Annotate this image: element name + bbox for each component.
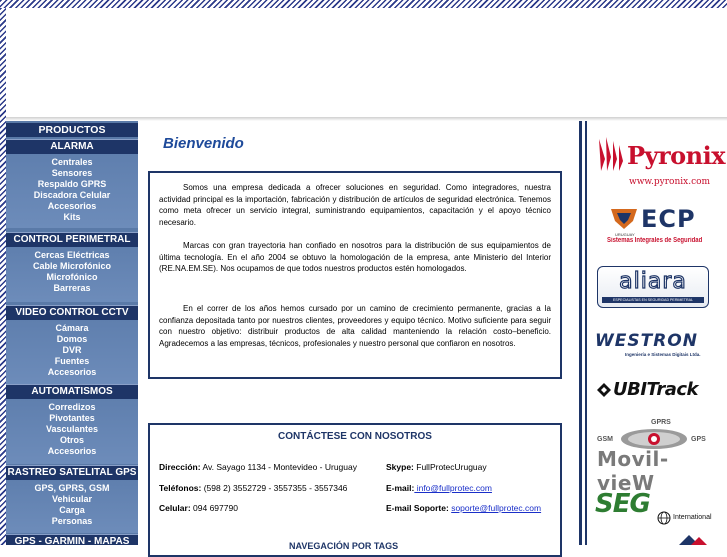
ubitrack-diamond-icon [597,383,611,397]
contact-phones [159,483,347,493]
sidebar-item-corredizos[interactable]: Corredizos [48,402,96,412]
about-paragraph-3: En el correr de los años hemos cursado por un camino de crecimiento permanente, gracias a la confianza depositada tanto por nuestros clientes, proveedores y equipo técnico. Motivo suficiente para seguir con nuestro objetivo: distribuir productos de alta calidad manteniendo la relación costo–beneficio. Agradecemos a las empresas, técnicos, profesionales y nuestro personal que confiaron en nosotros. [159,304,551,348]
section-heading-rastreo-gps[interactable]: RASTREO SATELITAL GPS [7,467,137,478]
brands-column [587,121,727,545]
movilview-gps: GPS [691,436,706,443]
ecp-name: ECP [641,205,696,233]
movilview-gprs: GPRS [651,419,671,426]
section-heading-video-cctv[interactable]: VIDEO CONTROL CCTV [6,305,138,320]
section-items-automatismos [6,399,138,464]
page-title: Bienvenido [163,135,244,152]
main-content [139,121,579,551]
sidebar-item-accesorios-cctv[interactable]: Accesorios [47,367,97,377]
sidebar-item-camara[interactable]: Cámara [55,323,89,333]
sidebar-item-carga[interactable]: Carga [59,505,85,515]
email-label: E-mail: [386,483,415,493]
ecp-country: URUGUAY [615,232,635,237]
ubitrack-name: UBITrack [613,379,698,400]
westron-name: WESTRON [595,331,698,351]
westron-logo[interactable] [595,333,719,363]
section-video-cctv [6,305,138,385]
about-box [148,171,562,379]
sidebar-item-pivotantes[interactable]: Pivotantes [49,413,95,423]
about-paragraph-2: Marcas con gran trayectoria han confiado en nosotros para la distribución de sus equipamientos de última tecnología. En el año 2004 se obtuvo la homologación de la empresa, ante Ministerio del Interior (RE.NA.EM.SE). Nos ocupamos de que todos nuestros productos estén homologados. [159,241,551,274]
contact-title: CONTÁCTESE CON NOSOTROS [278,431,432,442]
contact-support-email [386,503,541,513]
ecp-shield-icon [611,207,637,231]
address-value: Av. Sayago 1134 - Montevideo - Uruguay [202,462,357,472]
sidebar-item-personas[interactable]: Personas [51,516,93,526]
globe-icon [657,511,671,525]
section-heading-alarma[interactable]: ALARMA [6,139,138,154]
email-link[interactable]: info@fullprotec.com [414,483,492,493]
cell-value: 094 697790 [193,503,238,513]
sidebar-item-kits[interactable]: Kits [63,212,81,222]
sidebar-item-cercas-electricas[interactable]: Cercas Eléctricas [34,250,110,260]
aliara-name: aliara [619,269,687,294]
contact-cell [159,503,238,513]
next-section-title: NAVEGACIÓN POR TAGS [289,541,399,551]
seg-name: SEG [595,489,650,519]
phones-value: (598 2) 3552729 - 3557355 - 3557346 [203,483,348,493]
pyronix-logo[interactable] [595,135,726,195]
pyronix-name: Pyronix [627,141,726,170]
aliara-tagline-bar [602,297,704,303]
movilview-logo[interactable] [595,419,719,495]
skype-label: Skype: [386,462,414,472]
aliara-badge [597,266,709,308]
section-items-video-cctv [6,320,138,385]
sidebar-item-vasculantes[interactable]: Vasculantes [45,424,99,434]
sidebar-item-centrales[interactable]: Centrales [51,157,93,167]
next-brand-logo[interactable] [595,535,719,545]
movilview-name: Movil-vieW [597,447,669,495]
movilview-gsm: GSM [597,436,613,443]
sidebar-item-gps-gprs-gsm[interactable]: GPS, GPRS, GSM [34,483,110,493]
sidebar-item-sensores[interactable]: Sensores [51,168,93,178]
section-heading-control-perimetral[interactable]: CONTROL PERIMETRAL [6,232,138,247]
section-alarma [6,139,138,228]
aliara-logo[interactable] [595,266,719,308]
sidebar-item-dvr[interactable]: DVR [62,345,82,355]
column-divider [579,121,587,545]
seg-tagline: International [673,514,712,521]
support-email-label: E-mail Soporte: [386,503,449,513]
section-items-alarma [6,154,138,228]
sidebar-item-accesorios-alarma[interactable]: Accesorios [47,201,97,211]
aliara-tagline: ESPECIALISTAS EN SEGURIDAD PERIMETRAL [612,298,693,302]
pyronix-url: www.pyronix.com [629,177,711,187]
contact-skype [386,462,487,472]
sidebar-item-domos[interactable]: Domos [56,334,88,344]
address-label: Dirección: [159,462,201,472]
ecp-tagline: Sistemas Integrales de Seguridad [607,237,703,244]
cell-label: Celular: [159,503,191,513]
section-items-control-perimetral [6,247,138,302]
sidebar-title-section [6,123,138,137]
support-email-link[interactable]: soporte@fullprotec.com [451,503,542,513]
sidebar-item-respaldo-gprs[interactable]: Respaldo GPRS [37,179,107,189]
sidebar-item-cable-microfonico[interactable]: Cable Microfónico [32,261,111,271]
westron-tagline: Ingeniería e Sistemas Digitais Ltda. [625,352,701,357]
sidebar-item-accesorios-automatismos[interactable]: Accesorios [47,446,97,456]
section-items-rastreo-gps [6,480,138,533]
ubitrack-logo[interactable] [595,379,719,403]
sidebar-item-barreras[interactable]: Barreras [53,283,91,293]
sidebar-title: PRODUCTOS [6,123,138,137]
top-stripe-border [0,0,727,8]
products-sidebar [6,121,138,545]
seg-logo[interactable] [595,491,719,525]
sidebar-item-vehicular[interactable]: Vehicular [51,494,93,504]
sidebar-item-microfonico[interactable]: Microfónico [46,272,98,282]
contact-box [148,423,562,557]
contact-address [159,462,357,472]
header-banner [6,8,727,118]
section-control-perimetral [6,232,138,302]
next-brand-arrow-icon [679,535,709,545]
about-paragraph-1: Somos una empresa dedicada a ofrecer soluciones en seguridad. Como integradores, nuestra actividad principal es la importación, fabricación y distribución de artículos de seguridad electrónica. Tenemos como meta ofrecer un servicio integral, suministrando equipamientos, capacitación y el apoyo técnico necesario. [159,183,551,227]
section-rastreo-gps [6,465,138,533]
section-gps-garmin [6,534,138,545]
ecp-logo[interactable] [595,207,719,247]
section-heading-gps-garmin[interactable]: GPS - GARMIN - MAPAS [6,534,138,545]
section-automatismos [6,384,138,464]
sidebar-item-otros[interactable]: Otros [59,435,84,445]
section-heading-automatismos[interactable]: AUTOMATISMOS [6,384,138,399]
sidebar-item-fuentes[interactable]: Fuentes [54,356,90,366]
contact-email [386,483,492,493]
skype-value: FullProtecUruguay [416,462,487,472]
phones-label: Teléfonos: [159,483,202,493]
sidebar-item-discadora-celular[interactable]: Discadora Celular [33,190,111,200]
